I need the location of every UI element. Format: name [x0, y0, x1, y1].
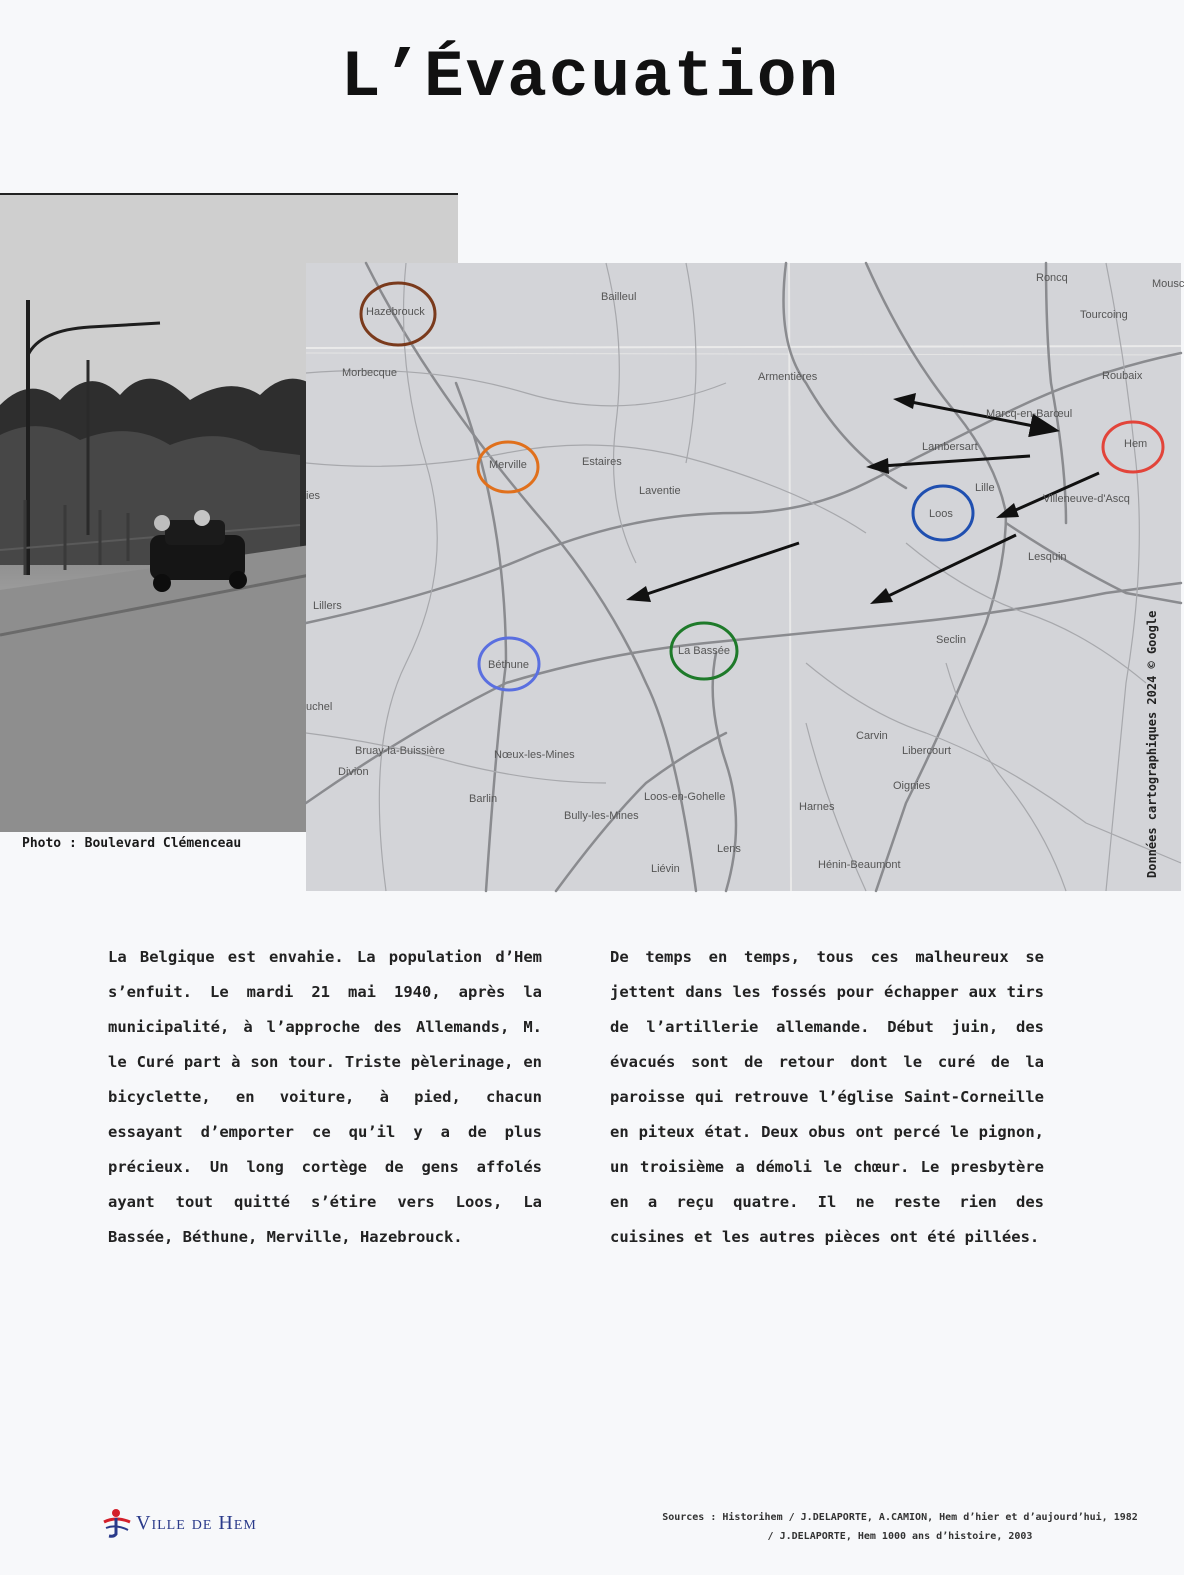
map-place: uchel — [306, 701, 333, 713]
map-place: Bruay-la-Buissière — [355, 745, 445, 757]
body-text-left: La Belgique est envahie. La population d’Hem s’enfuit. Le mardi 21 mai 1940, après la municipalité, à l’approche des Allemands, M. le Curé part à son tour. Triste pèlerinage, en bicyclette, en voiture, à pied, chacun essayant d’emporter ce qu’il y a de plus précieux. Un long cortège de gens affolés ayant tout quitté s’étire vers Loos, La Bassée, Béthune, Merville, Hazebrouck. — [108, 948, 542, 1246]
logo-text: Ville de Hem — [136, 1511, 257, 1534]
map-place: Estaires — [582, 456, 622, 468]
map-place: Divion — [338, 766, 369, 778]
map-place: Libercourt — [902, 745, 951, 757]
sources — [640, 1508, 1160, 1546]
map-place: Morbecque — [342, 367, 398, 379]
map-place: Loos-en-Gohelle — [644, 791, 726, 803]
ville-de-hem-logo — [100, 1508, 257, 1538]
body-text-right: De temps en temps, tous ces malheureux se jettent dans les fossés pour échapper aux tirs de l’artillerie allemande. Début juin, des évacués sont de retour dont le curé de la paroisse qui retrouve l’église Saint-Corneille en piteux état. Deux obus ont percé le pignon, un troisième a démoli le chœur. Le presbytère en a reçu quatre. Il ne reste rien des cuisines et les autres pièces ont été pillées. — [610, 948, 1044, 1246]
map-place: Roncq — [1036, 272, 1068, 284]
map-label-loos: Loos — [929, 508, 953, 520]
map-label-la-bassee: La Bassée — [678, 645, 730, 657]
map-place: Hénin-Beaumont — [818, 859, 901, 871]
map-place: Lesquin — [1028, 551, 1067, 563]
map-place: Roubaix — [1102, 370, 1143, 382]
map-place: Harnes — [799, 801, 835, 813]
map-place: Armentières — [758, 371, 818, 383]
map-place: Liévin — [651, 863, 680, 875]
map-place: ies — [306, 490, 321, 502]
map-place: Laventie — [639, 485, 681, 497]
evacuation-map — [306, 263, 1184, 891]
map-place: Barlin — [469, 793, 498, 805]
map-place: Nœux-les-Mines — [494, 749, 575, 761]
sources-line-1: Sources : Historihem / J.DELAPORTE, A.CAMION, Hem d’hier et d’aujourd’hui, 1982 — [662, 1512, 1138, 1523]
map-label-hazebrouck: Hazebrouck — [366, 306, 425, 318]
map-place: Bully-les-Mines — [564, 810, 639, 822]
photo-caption: Photo : Boulevard Clémenceau — [22, 836, 242, 851]
map-place: Lambersart — [922, 441, 978, 453]
map-credit: Données cartographiques 2024 © Google — [1145, 610, 1159, 878]
map-label-merville: Merville — [489, 459, 527, 471]
map-place: Marcq-en-Barœul — [986, 408, 1073, 420]
map-place: Oignies — [893, 780, 931, 792]
map-place: Lillers — [313, 600, 342, 612]
map-place: Seclin — [936, 634, 966, 646]
map-label-hem: Hem — [1124, 438, 1148, 450]
map-place: Tourcoing — [1080, 309, 1128, 321]
map-place: Lens — [717, 843, 741, 855]
logo-icon — [100, 1508, 134, 1538]
sources-line-2: / J.DELAPORTE, Hem 1000 ans d’histoire, 2003 — [767, 1531, 1033, 1542]
map-place: Mousc — [1152, 278, 1184, 290]
map-place: Villeneuve-d'Ascq — [1043, 493, 1130, 505]
map-place: Lille — [975, 482, 995, 494]
map-place: Carvin — [856, 730, 888, 742]
map-label-bethune: Béthune — [488, 659, 529, 671]
map-place: Bailleul — [601, 291, 637, 303]
page-title: L’Évacuation — [340, 40, 841, 115]
